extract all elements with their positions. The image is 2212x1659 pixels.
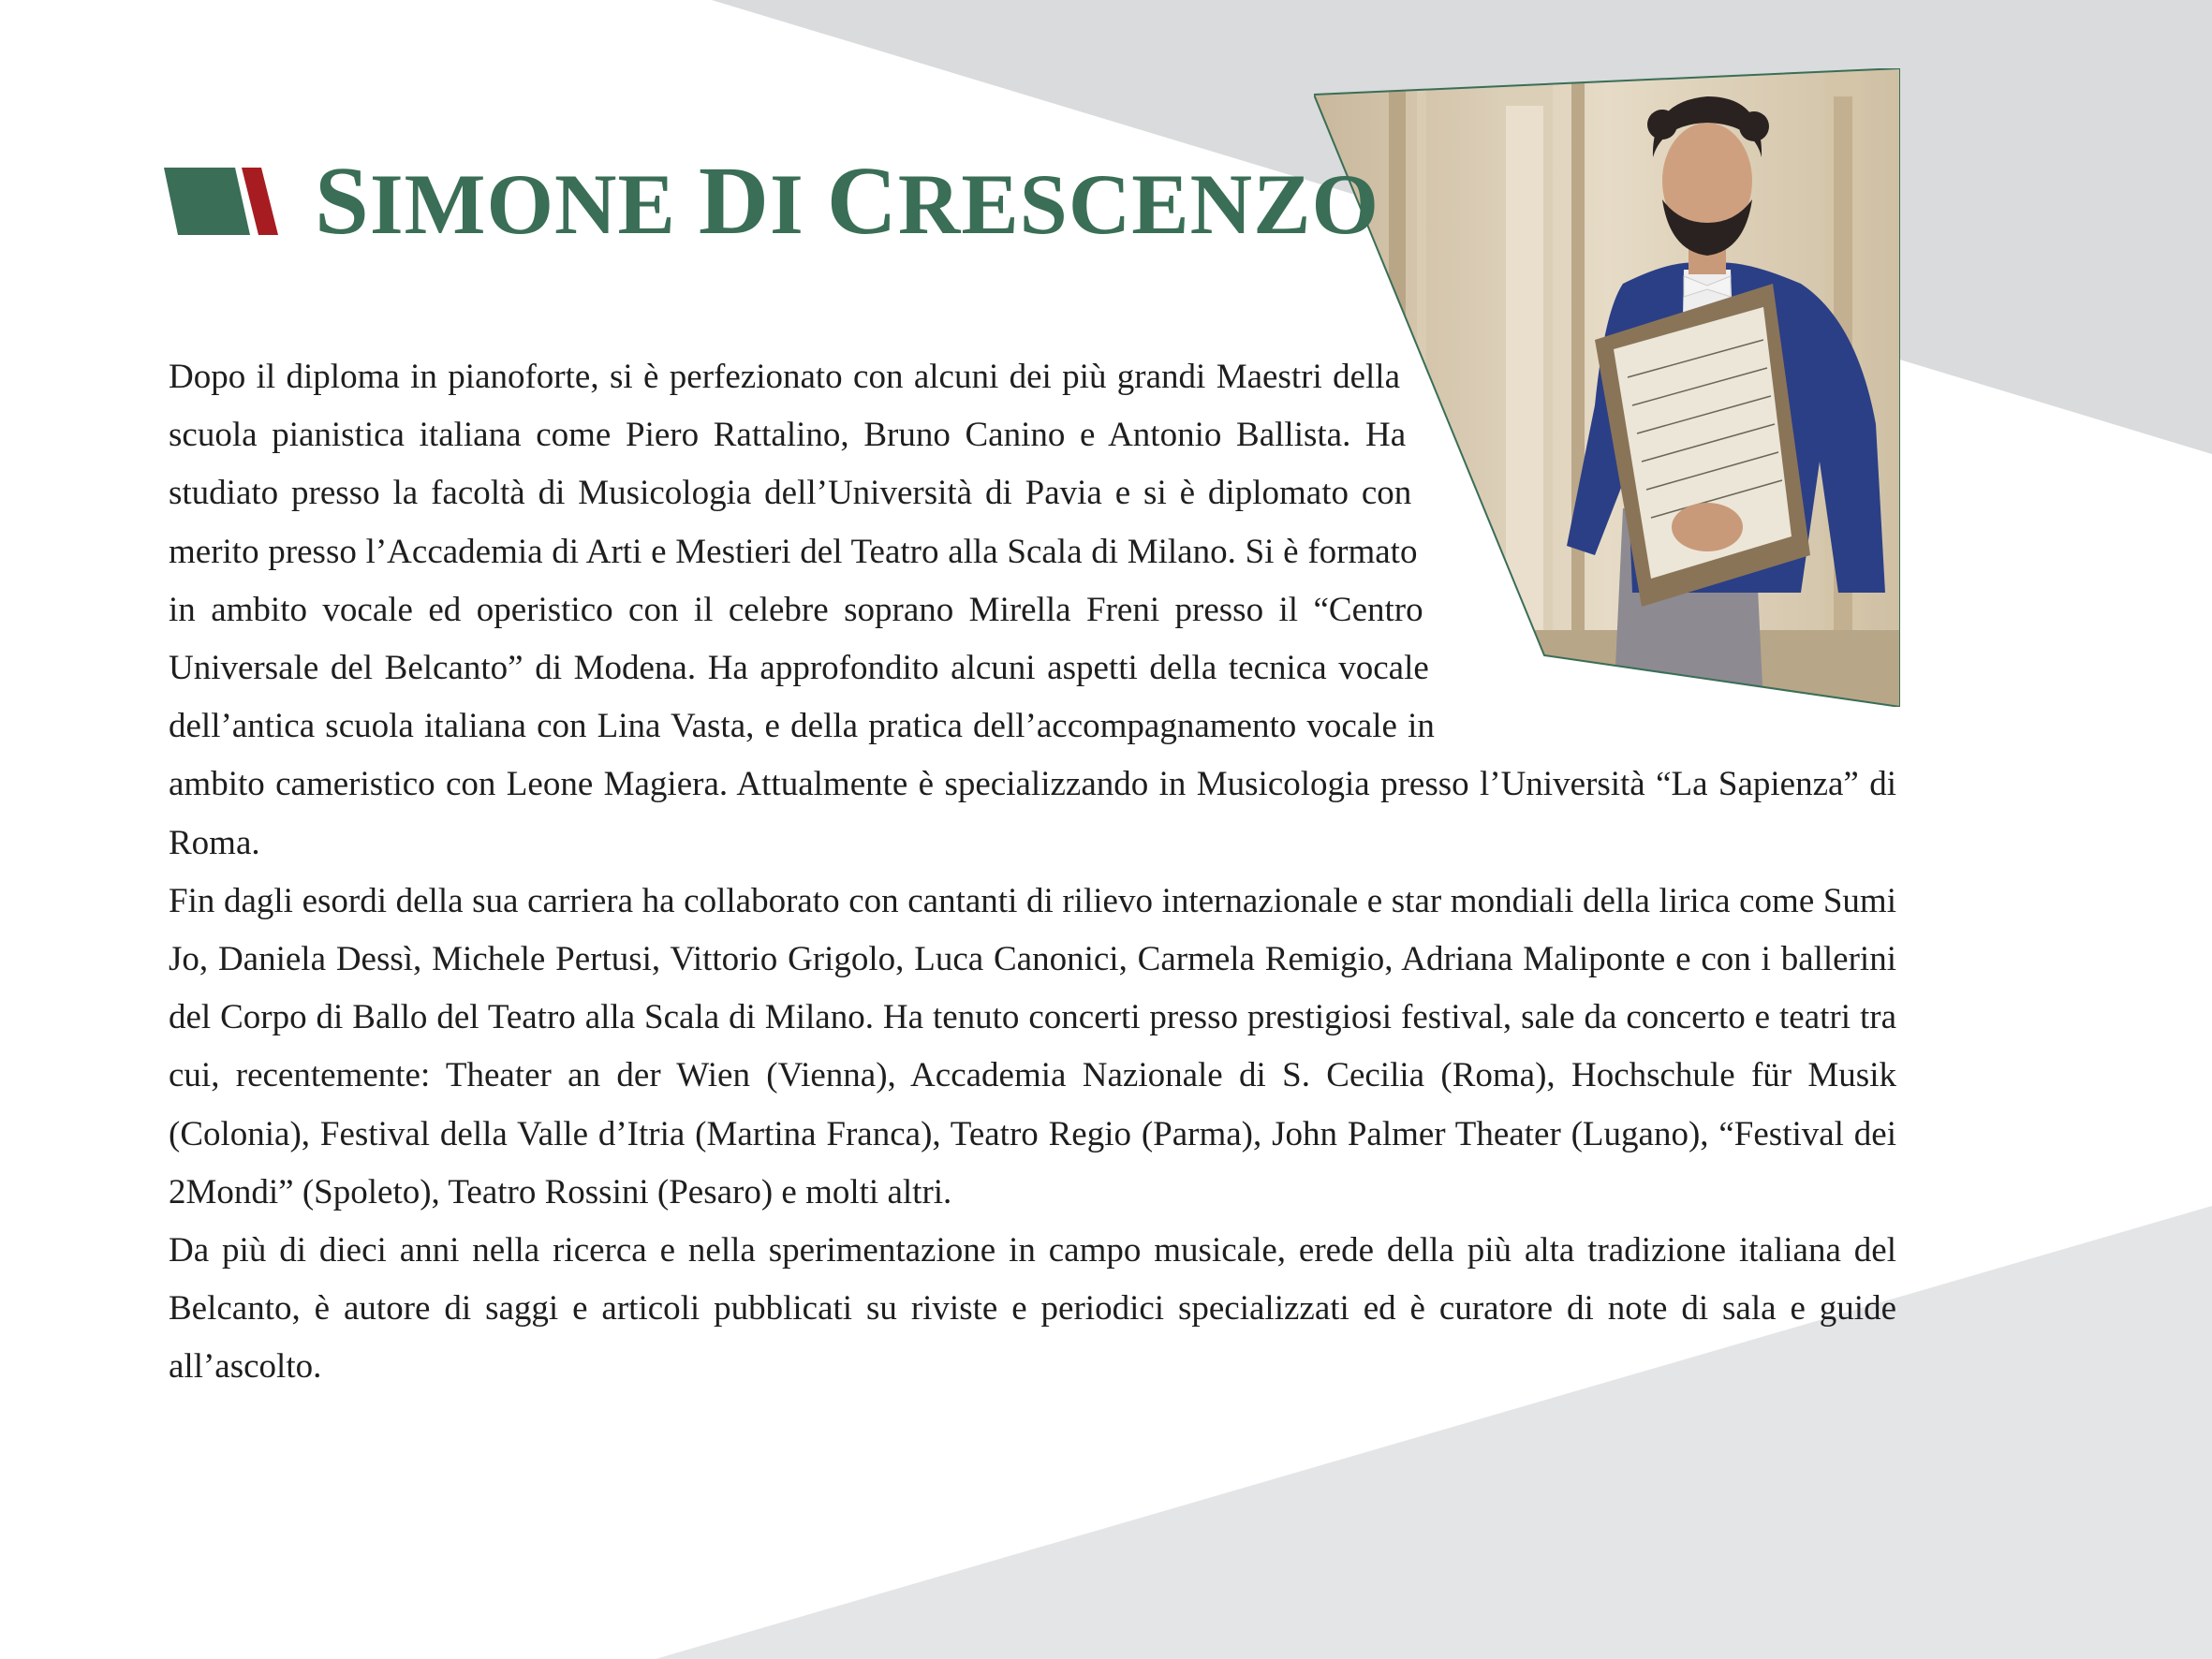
document-header bbox=[164, 147, 1380, 255]
biography-paragraph-3: Da più di dieci anni nella ricerca e nella sperimentazione in campo musicale, erede della più alta tradizione italiana del Belcanto, è autore di saggi e articoli pubblicati su riviste e periodici specializzati ed è curatore di note di sala e guide all’ascolto. bbox=[169, 1231, 1896, 1387]
page-title bbox=[315, 147, 1380, 255]
photo-text-wrap bbox=[1400, 348, 1896, 699]
biography-paragraph-1: Dopo il diploma in pianoforte, si è perfezionato con alcuni dei più grandi Maestri della scuola pianistica italiana come Piero Rattalino, Bruno Canino e Antonio Ballista. Ha studiato presso la facoltà di Musicologia dell’Università di Pavia e si è diplomato con merito presso l’Accademia di Arti e Mestieri del Teatro alla Scala di Milano. Si è formato in ambito vocale ed operistico con il celebre soprano Mirella Freni presso il “Centro Universale del Belcanto” di Modena. Ha approfondito alcuni aspetti della tecnica vocale dell’antica scuola italiana con Lina Vasta, e della pratica dell’accompagnamento vocale in ambito cameristico con Leone Magiera. Attualmente è specializzando in Musicologia presso l’Università “La Sapienza” di Roma. bbox=[169, 358, 1896, 862]
biography-text bbox=[169, 348, 1896, 1397]
page-title-text: SIMONE DI CRESCENZO bbox=[315, 147, 1380, 255]
biography-paragraph-2: Fin dagli esordi della sua carriera ha collaborato con cantanti di rilievo internazionale e star mondiali della lirica come Sumi Jo, Daniela Dessì, Michele Pertusi, Vittorio Grigolo, Luca Canonici, Carmela Remigio, Adriana Maliponte e con i ballerini del Corpo di Ballo del Teatro alla Scala di Milano. Ha tenuto concerti presso prestigiosi festival, sale da concerto e teatri tra cui, recentemente: Theater an der Wien (Vienna), Accademia Nazionale di S. Cecilia (Roma), Hochschule für Musik (Colonia), Festival della Valle d’Itria (Martina Franca), Teatro Regio (Parma), John Palmer Theater (Lugano), “Festival dei 2Mondi” (Spoleto), Teatro Rossini (Pesaro) e molti altri. bbox=[169, 881, 1896, 1211]
diagonal-stripes-logo-icon bbox=[164, 168, 281, 235]
